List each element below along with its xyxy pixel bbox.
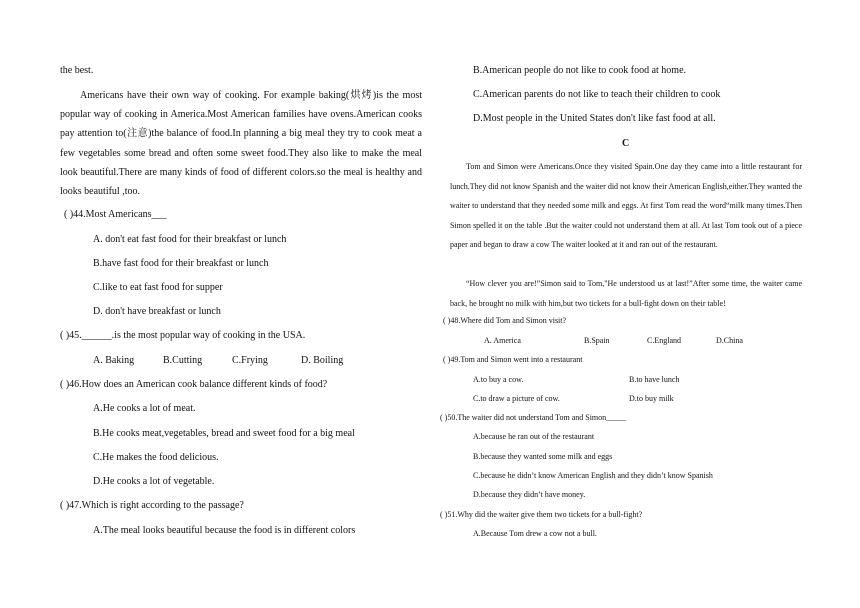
question-45-stem: ( )45.______.is the most popular way of cooking in the USA. <box>60 330 306 341</box>
question-49-option-a: A.to buy a cow. <box>473 375 524 384</box>
question-47-stem: ( )47.Which is right according to the passage? <box>60 500 244 511</box>
question-44-option-b: B.have fast food for their breakfast or lunch <box>93 258 269 269</box>
question-51-stem: ( )51.Why did the waiter give them two tickets for a bull-fight? <box>440 510 643 519</box>
question-44-option-a: A. don't eat fast food for their breakfast or lunch <box>93 234 287 245</box>
question-50-stem: ( )50.The waiter did not understand Tom and Simon_____ <box>440 413 627 422</box>
question-44-stem: ( )44.Most Americans___ <box>64 209 167 220</box>
question-46-option-d: D.He cooks a lot of vegetable. <box>93 476 215 487</box>
question-46-option-c: C.He makes the food delicious. <box>93 452 219 463</box>
question-50-option-a: A.because he ran out of the restaurant <box>473 432 595 441</box>
question-48-option-a: A. America <box>484 336 521 345</box>
question-46-option-a: A.He cooks a lot of meat. <box>93 403 196 414</box>
question-45-option-d: D. Boiling <box>301 355 344 366</box>
question-51-option-a: A.Because Tom drew a cow not a bull. <box>473 529 597 538</box>
question-44-option-c: C.like to eat fast food for supper <box>93 282 223 293</box>
question-49-stem: ( )49.Tom and Simon went into a restaurant <box>443 355 583 364</box>
question-50-option-b: B.because they wanted some milk and eggs <box>473 452 613 461</box>
question-50-option-c: C.because he didn’t know American English and they didn’t know Spanish <box>473 471 713 480</box>
question-48-stem: ( )48.Where did Tom and Simon visit? <box>443 316 567 325</box>
question-45-option-b: B.Cutting <box>163 355 203 366</box>
text-line: the best. <box>60 65 94 76</box>
question-47-option-b: B.American people do not like to cook food at home. <box>473 65 687 76</box>
question-47-option-d: D.Most people in the United States don't like fast food at all. <box>473 113 716 124</box>
question-46-stem: ( )46.How does an American cook balance different kinds of food? <box>60 379 328 390</box>
passage-paragraph: Americans have their own way of cooking. For example baking(烘烤)is the most popular way of cooking in America.Most American families have ovens.American cooks pay attention to(注意)the balance of food.In planning a big meal they try to cook meat a few vegetables some bread and often some sweet food.They also like to make the meal look beautiful.There are many kinds of food of different colors.so the meal is healthy and looks beautiful ,too. <box>60 90 422 198</box>
question-48-option-c: C.England <box>647 336 681 345</box>
passage-paragraph: “How clever you are!”Simon said to Tom,"He understood us at last!”After some time, the waiter came back, he brought no milk with him,but two tickets for a bull-fight down on their table! <box>450 279 802 308</box>
question-45-option-a: A. Baking <box>93 355 135 366</box>
question-47-option-a: A.The meal looks beautiful because the food is in different colors <box>93 525 356 536</box>
question-47-option-c: C.American parents do not like to teach their children to cook <box>473 89 721 100</box>
question-48-option-d: D.China <box>716 336 743 345</box>
passage-paragraph: Tom and Simon were Americans.Once they visited Spain.One day they came into a little restaurant for lunch.They did not know Spanish and the waiter did not know their American English,either.They wanted the waiter to understand that they needed some milk and eggs. At first Tom read the word“milk many times.Then Simon spelled it on the table .But the waiter could not understand them at all. At last Tom took out of a piece paper and began to draw a cow The waiter looked at it and ran out of the restaurant. <box>450 162 802 249</box>
section-heading: C <box>622 138 630 149</box>
question-49-option-d: D.to buy milk <box>629 394 674 403</box>
question-46-option-b: B.He cooks meat,vegetables, bread and sweet food for a big meal <box>93 428 355 439</box>
question-45-option-c: C.Frying <box>232 355 268 366</box>
question-49-option-c: C.to draw a picture of cow. <box>473 394 560 403</box>
question-50-option-d: D.because they didn’t have money. <box>473 490 586 499</box>
question-49-option-b: B.to have lunch <box>629 375 680 384</box>
question-44-option-d: D. don't have breakfast or lunch <box>93 306 221 317</box>
question-48-option-b: B.Spain <box>584 336 610 345</box>
